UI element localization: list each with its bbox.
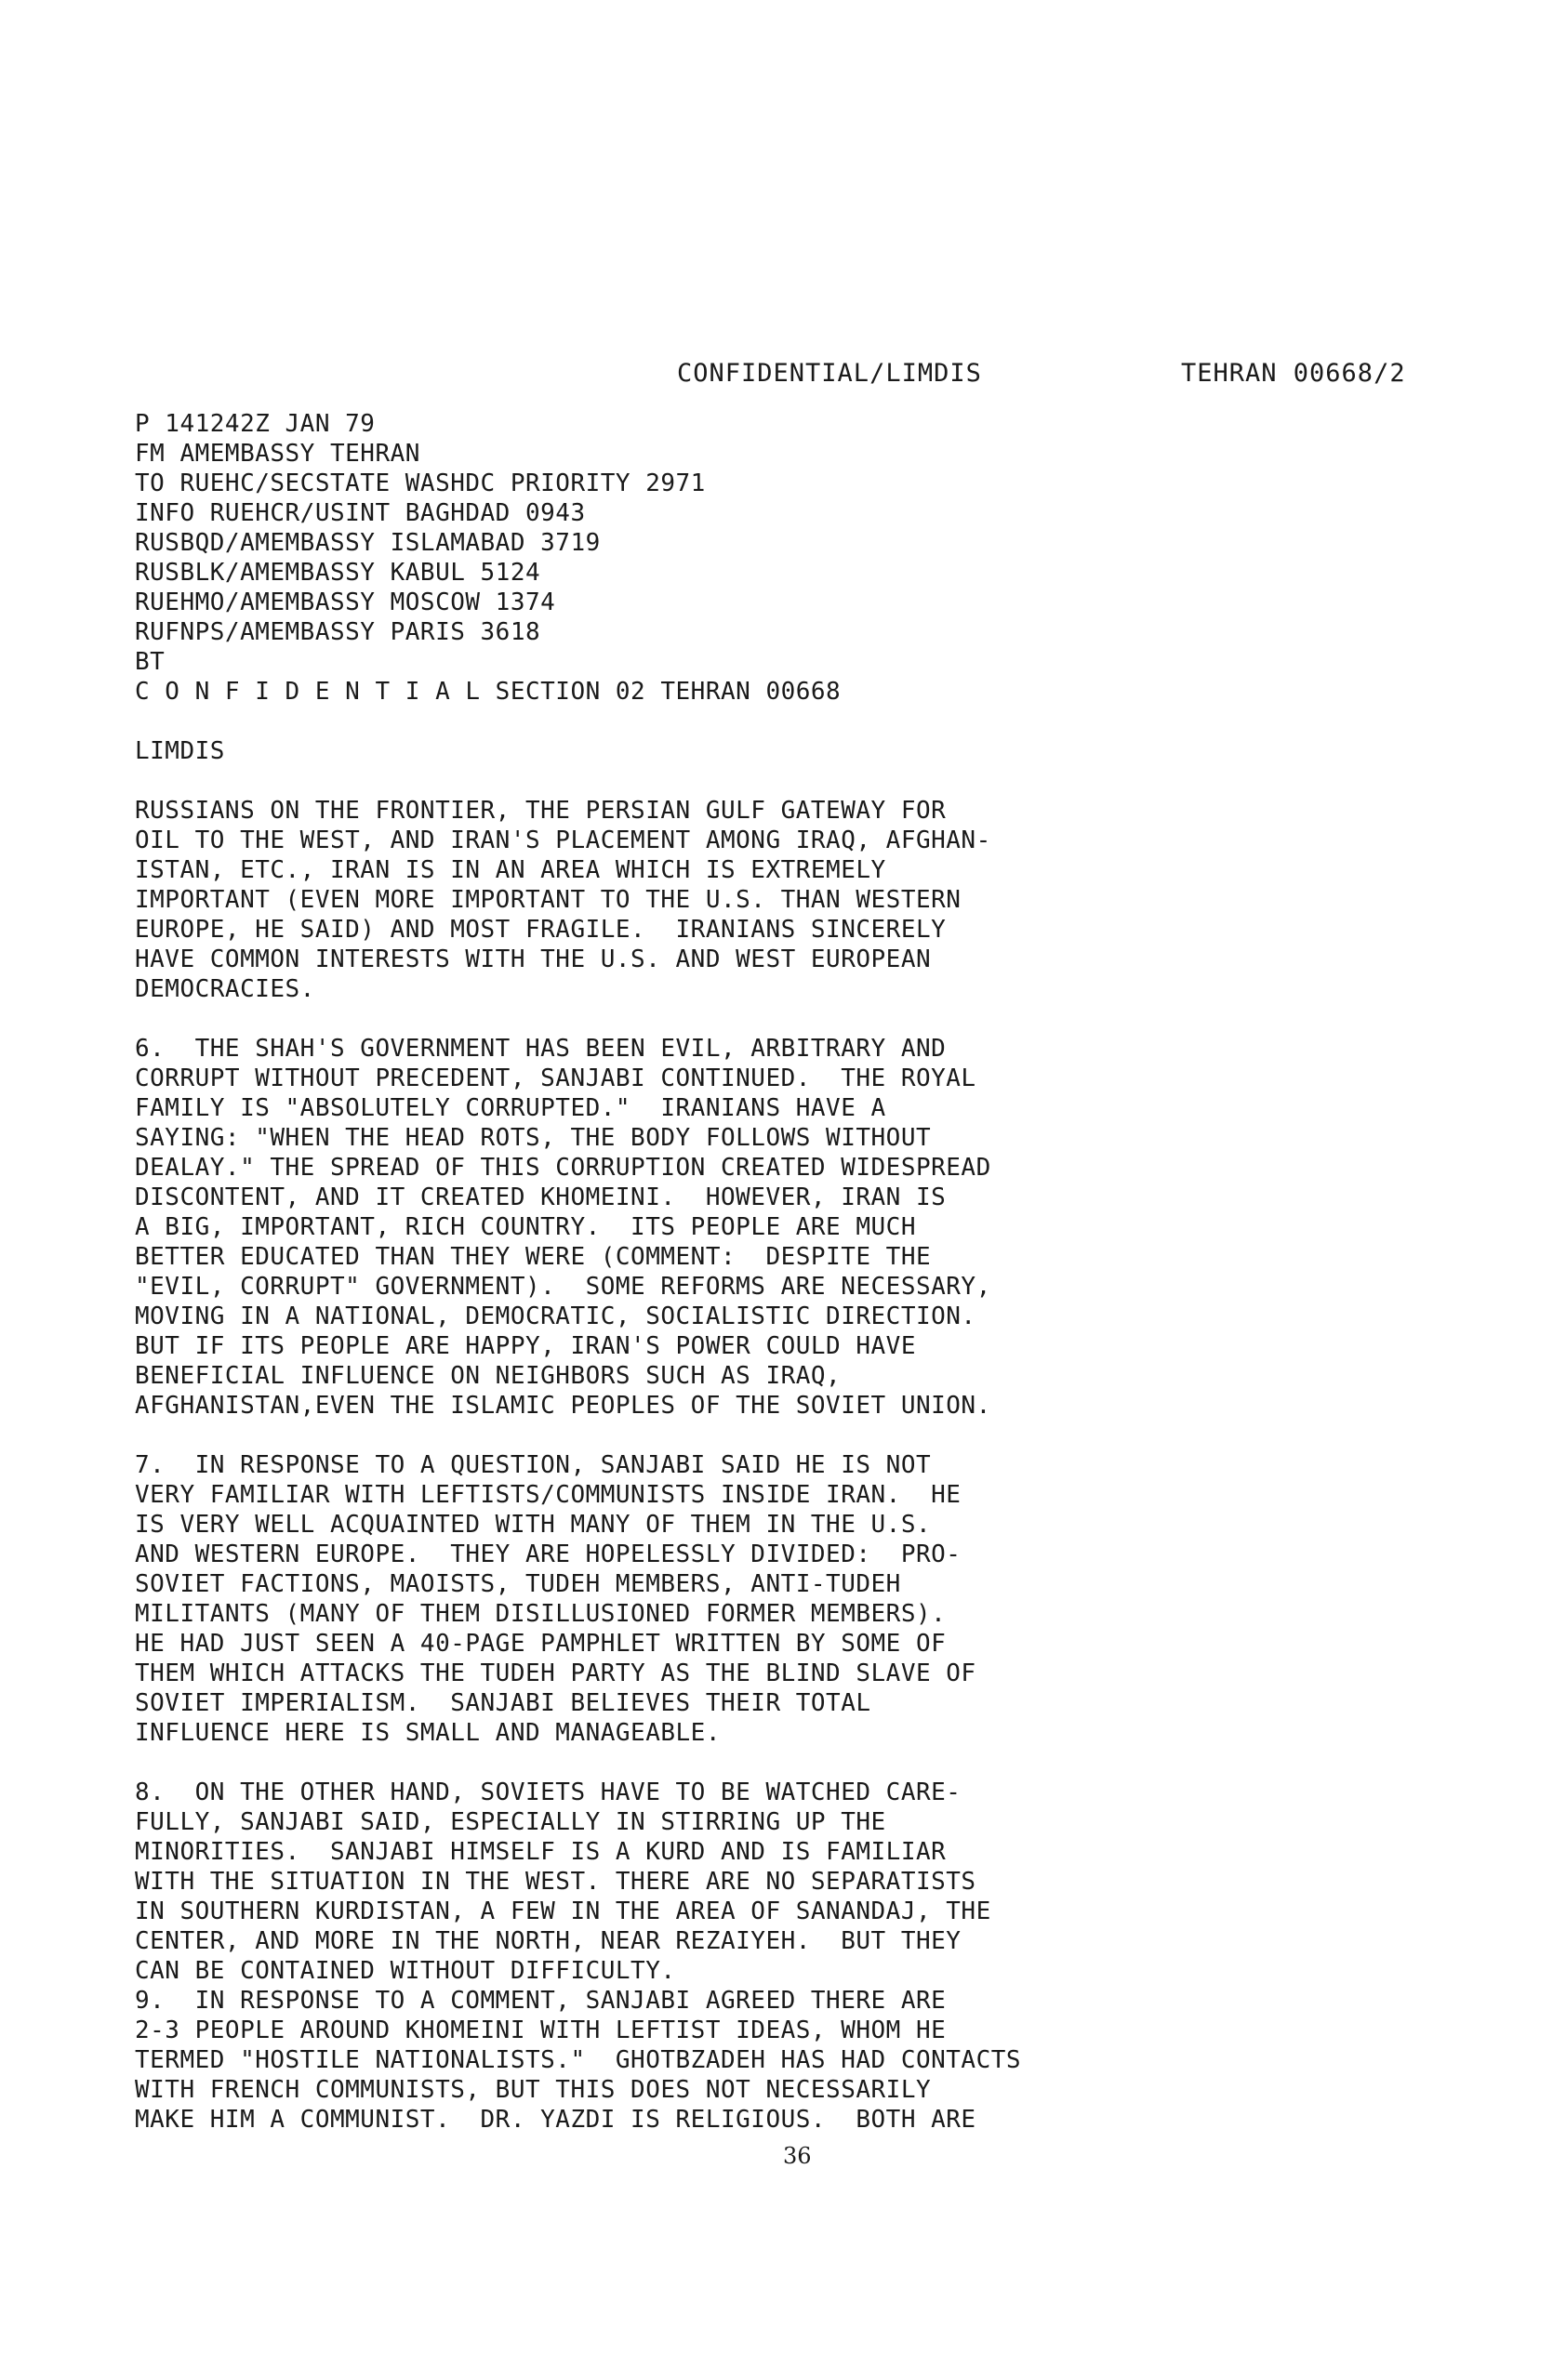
spacer xyxy=(135,707,1474,736)
text-line: CORRUPT WITHOUT PRECEDENT, SANJABI CONTINUED. THE ROYAL xyxy=(135,1064,976,1092)
text-line: DISCONTENT, AND IT CREATED KHOMEINI. HOWEVER, IRAN IS xyxy=(135,1183,947,1211)
text-line: BUT IF ITS PEOPLE ARE HAPPY, IRAN'S POWER COULD HAVE xyxy=(135,1332,916,1360)
text-line: MAKE HIM A COMMUNIST. DR. YAZDI IS RELIGIOUS. BOTH ARE xyxy=(135,2106,976,2134)
spacer xyxy=(135,1004,1474,1034)
text-line: AND WESTERN EUROPE. THEY ARE HOPELESSLY DIVIDED: PRO- xyxy=(135,1540,962,1568)
spacer xyxy=(135,1421,1474,1450)
spacer xyxy=(135,1748,1474,1778)
text-line: MILITANTS (MANY OF THEM DISILLUSIONED FORMER MEMBERS). xyxy=(135,1600,947,1628)
text-line: WITH THE SITUATION IN THE WEST. THERE ARE NO SEPARATISTS xyxy=(135,1868,976,1896)
text-line: AFGHANISTAN,EVEN THE ISLAMIC PEOPLES OF THE SOVIET UNION. xyxy=(135,1392,991,1420)
document-reference: TEHRAN 00668/2 xyxy=(1181,359,1406,388)
text-line: DEMOCRACIES. xyxy=(135,975,315,1003)
routing-line: RUEHMO/AMEMBASSY MOSCOW 1374 xyxy=(135,588,556,616)
document-header xyxy=(0,359,1566,396)
text-line: FAMILY IS "ABSOLUTELY CORRUPTED." IRANIANS HAVE A xyxy=(135,1094,886,1122)
text-line: IS VERY WELL ACQUAINTED WITH MANY OF THEM IN THE U.S. xyxy=(135,1511,932,1539)
text-line: IN SOUTHERN KURDISTAN, A FEW IN THE AREA OF SANANDAJ, THE xyxy=(135,1897,991,1925)
cable-body xyxy=(135,409,1474,2135)
paragraph-7 xyxy=(135,1450,1474,1748)
paragraph-continuation xyxy=(135,796,1474,1004)
text-line: CENTER, AND MORE IN THE NORTH, NEAR REZAIYEH. BUT THEY xyxy=(135,1927,962,1955)
text-line: FULLY, SANJABI SAID, ESPECIALLY IN STIRRING UP THE xyxy=(135,1808,886,1836)
text-line: WITH FRENCH COMMUNISTS, BUT THIS DOES NOT NECESSARILY xyxy=(135,2076,932,2104)
caption-limdis: LIMDIS xyxy=(135,737,225,765)
text-line: DEALAY." THE SPREAD OF THIS CORRUPTION CREATED WIDESPREAD xyxy=(135,1154,991,1182)
text-line: RUSSIANS ON THE FRONTIER, THE PERSIAN GULF GATEWAY FOR xyxy=(135,797,947,825)
text-line: 7. IN RESPONSE TO A QUESTION, SANJABI SAID HE IS NOT xyxy=(135,1451,932,1479)
routing-line: BT xyxy=(135,648,166,676)
spacer xyxy=(135,766,1474,796)
page-number: 36 xyxy=(783,2143,812,2169)
text-line: VERY FAMILIAR WITH LEFTISTS/COMMUNISTS INSIDE IRAN. HE xyxy=(135,1481,962,1509)
text-line: EUROPE, HE SAID) AND MOST FRAGILE. IRANIANS SINCERELY xyxy=(135,916,947,944)
routing-line: TO RUEHC/SECSTATE WASHDC PRIORITY 2971 xyxy=(135,469,706,497)
routing-block xyxy=(135,409,1474,707)
paragraph-8-9 xyxy=(135,1778,1474,2135)
routing-line: RUSBLK/AMEMBASSY KABUL 5124 xyxy=(135,559,541,587)
text-line: MINORITIES. SANJABI HIMSELF IS A KURD AND IS FAMILIAR xyxy=(135,1838,947,1866)
routing-line: RUSBQD/AMEMBASSY ISLAMABAD 3719 xyxy=(135,529,601,557)
text-line: INFLUENCE HERE IS SMALL AND MANAGEABLE. xyxy=(135,1719,721,1747)
text-line: IMPORTANT (EVEN MORE IMPORTANT TO THE U.S. THAN WESTERN xyxy=(135,886,962,914)
routing-line: RUFNPS/AMEMBASSY PARIS 3618 xyxy=(135,618,541,646)
text-line: SAYING: "WHEN THE HEAD ROTS, THE BODY FOLLOWS WITHOUT xyxy=(135,1124,932,1152)
section-line: C O N F I D E N T I A L SECTION 02 TEHRAN 00668 xyxy=(135,678,842,706)
text-line: "EVIL, CORRUPT" GOVERNMENT). SOME REFORMS ARE NECESSARY, xyxy=(135,1273,991,1301)
paragraph-6 xyxy=(135,1034,1474,1421)
text-line: A BIG, IMPORTANT, RICH COUNTRY. ITS PEOPLE ARE MUCH xyxy=(135,1213,916,1241)
text-line: HAVE COMMON INTERESTS WITH THE U.S. AND WEST EUROPEAN xyxy=(135,945,932,973)
text-line: OIL TO THE WEST, AND IRAN'S PLACEMENT AMONG IRAQ, AFGHAN- xyxy=(135,826,991,854)
text-line: 2-3 PEOPLE AROUND KHOMEINI WITH LEFTIST IDEAS, WHOM HE xyxy=(135,2016,947,2044)
routing-line: P 141242Z JAN 79 xyxy=(135,410,376,438)
text-line: BETTER EDUCATED THAN THEY WERE (COMMENT: DESPITE THE xyxy=(135,1243,932,1271)
routing-line: FM AMEMBASSY TEHRAN xyxy=(135,440,420,468)
text-line: CAN BE CONTAINED WITHOUT DIFFICULTY. xyxy=(135,1957,676,1985)
text-line: 8. ON THE OTHER HAND, SOVIETS HAVE TO BE WATCHED CARE- xyxy=(135,1778,962,1806)
text-line: 6. THE SHAH'S GOVERNMENT HAS BEEN EVIL, ARBITRARY AND xyxy=(135,1035,947,1063)
text-line: BENEFICIAL INFLUENCE ON NEIGHBORS SUCH AS IRAQ, xyxy=(135,1362,842,1390)
text-line: THEM WHICH ATTACKS THE TUDEH PARTY AS THE BLIND SLAVE OF xyxy=(135,1659,976,1687)
text-line: 9. IN RESPONSE TO A COMMENT, SANJABI AGREED THERE ARE xyxy=(135,1987,947,2015)
classification-marking: CONFIDENTIAL/LIMDIS xyxy=(677,359,982,388)
text-line: ISTAN, ETC., IRAN IS IN AN AREA WHICH IS EXTREMELY xyxy=(135,856,886,884)
text-line: HE HAD JUST SEEN A 40-PAGE PAMPHLET WRITTEN BY SOME OF xyxy=(135,1630,947,1658)
text-line: SOVIET IMPERIALISM. SANJABI BELIEVES THEIR TOTAL xyxy=(135,1689,871,1717)
text-line: MOVING IN A NATIONAL, DEMOCRATIC, SOCIALISTIC DIRECTION. xyxy=(135,1302,976,1330)
routing-line: INFO RUEHCR/USINT BAGHDAD 0943 xyxy=(135,499,586,527)
text-line: TERMED "HOSTILE NATIONALISTS." GHOTBZADEH HAS HAD CONTACTS xyxy=(135,2046,1022,2074)
text-line: SOVIET FACTIONS, MAOISTS, TUDEH MEMBERS, ANTI-TUDEH xyxy=(135,1570,901,1598)
